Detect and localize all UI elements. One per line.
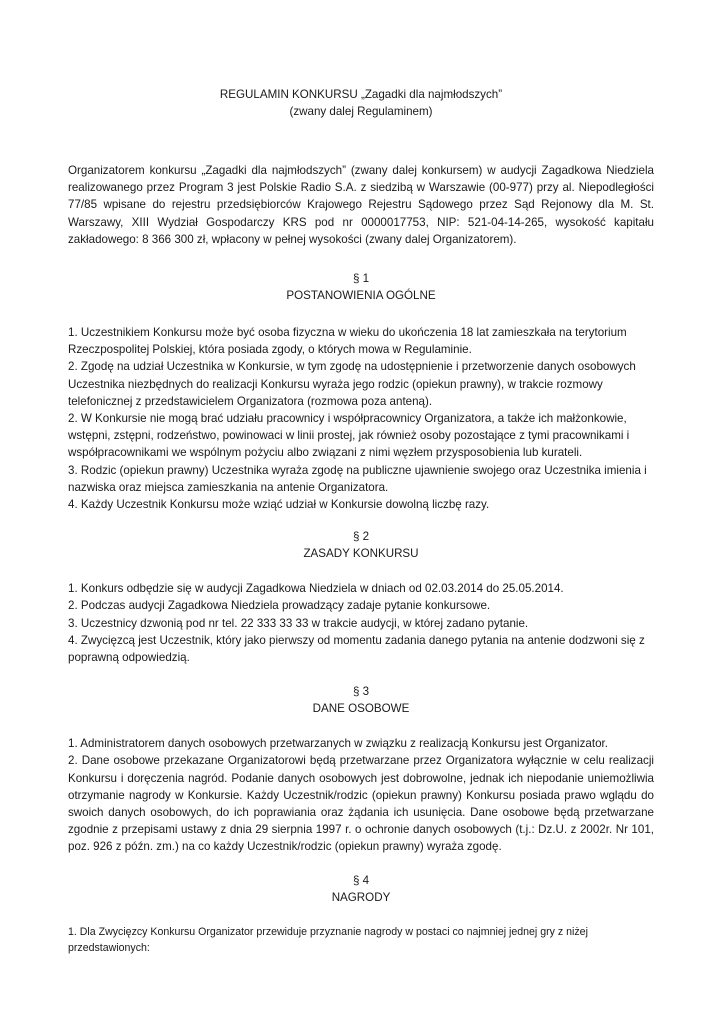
title-line-2: (zwany dalej Regulaminem) xyxy=(289,105,433,118)
list-item: 2. Dane osobowe przekazane Organizatorowi będą przetwarzane przez Organizatora wyłącznie w celu realizacji Konkursu i doręczenia nagród. Podanie danych osobowych jest dobrowolne, jednak ich niepodanie uniemożliwia otrzymanie nagrody w Konkursie. Każdy Uczestnik/rodzic (opiekun prawny) Konkursu posiada prawo wglądu do swoich danych osobowych, do ich poprawiania oraz żądania ich usunięcia. Dane osobowe będą przetwarzane zgodnie z przepisami ustawy z dnia 29 sierpnia 1997 r. o ochronie danych osobowych (t.j.: Dz.U. z 2002r. Nr 101, poz. 926 z późn. zm.) na co każdy Uczestnik/rodzic (opiekun prawny) wyraża zgodę. xyxy=(68,754,654,854)
section-4 xyxy=(68,872,654,956)
list-item: 1. Dla Zwycięzcy Konkursu Organizator przewiduje przyznanie nagrody w postaci co najmniej jednej gry z niżej przedstawionych: xyxy=(68,925,588,954)
list-item: 1. Uczestnikiem Konkursu może być osoba fizyczna w wieku do ukończenia 18 lat zamieszkała na terytorium Rzeczpospolitej Polskiej, która posiada zgody, o których mowa w Regulaminie. xyxy=(68,326,627,357)
section-number: § 3 xyxy=(352,685,370,699)
section-2-items xyxy=(68,580,654,666)
section-2 xyxy=(68,528,654,666)
section-1-header xyxy=(68,270,654,304)
section-number: § 1 xyxy=(352,272,370,286)
list-item: 3. Rodzic (opiekun prawny) Uczestnika wyraża zgodę na publiczne ujawnienie swojego oraz Uczestnika imienia i nazwiska oraz miejsca zamieszkania na antenie Organizatora. xyxy=(68,463,647,494)
list-item: 2. Zgodę na udział Uczestnika w Konkursie, w tym zgodę na udostępnienie i przetworzenie danych osobowych Uczestnika niezbędnych do realizacji Konkursu wyraża jego rodzic (opiekun prawny), w trakcie rozmowy telefonicznej z przedstawicielem Organizatora (rozmowa poza anteną). xyxy=(68,360,636,408)
list-item: 2. Podczas audycji Zagadkowa Niedziela prowadzący zadaje pytanie konkursowe. xyxy=(68,599,491,613)
list-item: 1. Administratorem danych osobowych przetwarzanych w związku z realizacją Konkursu jest Organizator. xyxy=(68,737,608,751)
list-item: 2. W Konkursie nie mogą brać udziału pracownicy i współpracownicy Organizatora, a także ich małżonkowie, wstępni, zstępni, rodzeństwo, powinowaci w linii prostej, jak również osoby pozostające z tymi pracownikami i współpracownikami we wspólnym pożyciu albo związani z nimi węzłem przysposobienia lub kurateli. xyxy=(68,412,630,460)
section-heading: NAGRODY xyxy=(331,890,391,904)
section-number: § 4 xyxy=(352,873,370,887)
section-3-header xyxy=(68,683,654,717)
intro-paragraph: Organizatorem konkursu „Zagadki dla najmłodszych” (zwany dalej konkursem) w audycji Zagadkowa Niedziela realizowanego przez Program 3 jest Polskie Radio S.A. z siedzibą w Warszawie (00-977) przy al. Niepodległości 77/85 wpisane do rejestru przedsiębiorców Krajowego Rejestru Sądowego przez Sąd Rejonowy dla M. St. Warszawy, XIII Wydział Gospodarczy KRS pod nr 0000017753, NIP: 521-04-14-265, wysokość kapitału zakładowego: 8 366 300 zł, wpłacony w pełnej wysokości (zwany dalej Organizatorem). xyxy=(68,164,654,246)
list-item: 4. Zwycięzcą jest Uczestnik, który jako pierwszy od momentu zadania danego pytania na antenie dodzwoni się z poprawną odpowiedzią. xyxy=(68,633,645,665)
section-3-items xyxy=(68,735,654,855)
section-heading: ZASADY KONKURSU xyxy=(303,547,419,561)
section-1 xyxy=(68,270,654,513)
section-1-items xyxy=(68,324,654,513)
section-heading: DANE OSOBOWE xyxy=(312,702,410,716)
section-3 xyxy=(68,683,654,855)
section-number: § 2 xyxy=(352,530,370,544)
list-item: 3. Uczestnicy dzwonią pod nr tel. 22 333 33 33 w trakcie audycji, w której zadano pytanie. xyxy=(68,616,529,630)
title-line-1: REGULAMIN KONKURSU „Zagadki dla najmłodszych” xyxy=(219,88,503,101)
document-content xyxy=(68,86,654,956)
section-heading: POSTANOWIENIA OGÓLNE xyxy=(286,289,436,303)
section-4-items xyxy=(68,924,654,956)
list-item: 1. Konkurs odbędzie się w audycji Zagadkowa Niedziela w dniach od 02.03.2014 do 25.05.2014. xyxy=(68,582,564,596)
document-title xyxy=(68,86,654,120)
section-4-header xyxy=(68,872,654,906)
list-item: 4. Każdy Uczestnik Konkursu może wziąć udział w Konkursie dowolną liczbę razy. xyxy=(68,498,490,512)
section-2-header xyxy=(68,528,654,562)
